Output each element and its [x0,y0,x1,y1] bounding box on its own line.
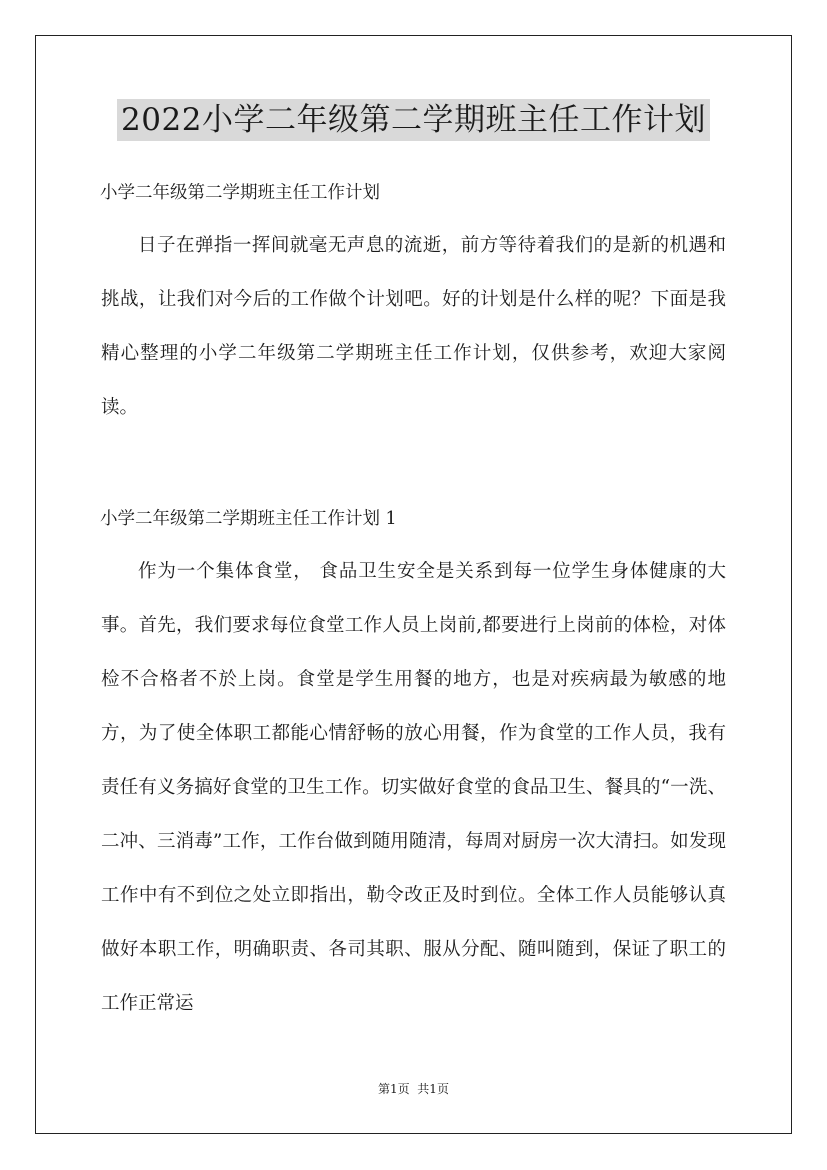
section-paragraph: 作为一个集体食堂， 食品卫生安全是关系到每一位学生身体健康的大事。首先，我们要求每位食堂工作人员上岗前,都要进行上岗前的体检，对体检不合格者不於上岗。食堂是学生用餐的地方，也是对疾病最为敏感的地方，为了使全体职工都能心情舒畅的放心用餐，作为食堂的工作人员，我有责任有义务搞好食堂的卫生工作。切实做好食堂的食品卫生、餐具的“一洗、二冲、三消毒”工作，工作台做到随用随清，每周对厨房一次大清扫。如发现工作中有不到位之处立即指出，勒令改正及时到位。全体工作人员能够认真做好本职工作，明确职责、各司其职、服从分配、随叫随到，保证了职工的工作正常运 [101,561,726,1014]
intro-heading: 小学二年级第二学期班主任工作计划 [100,183,380,203]
section-heading: 小学二年级第二学期班主任工作计划 1 [100,509,397,529]
intro-paragraph: 日子在弹指一挥间就毫无声息的流逝，前方等待着我们的是新的机遇和挑战，让我们对今后的工作做个计划吧。好的计划是什么样的呢？下面是我精心整理的小学二年级第二学期班主任工作计划，仅供参考，欢迎大家阅读。 [101,235,726,418]
document-title: 2022小学二年级第二学期班主任工作计划 [117,99,710,141]
title-container [0,99,827,141]
page-footer: 第1页 共1页 [378,1082,449,1096]
